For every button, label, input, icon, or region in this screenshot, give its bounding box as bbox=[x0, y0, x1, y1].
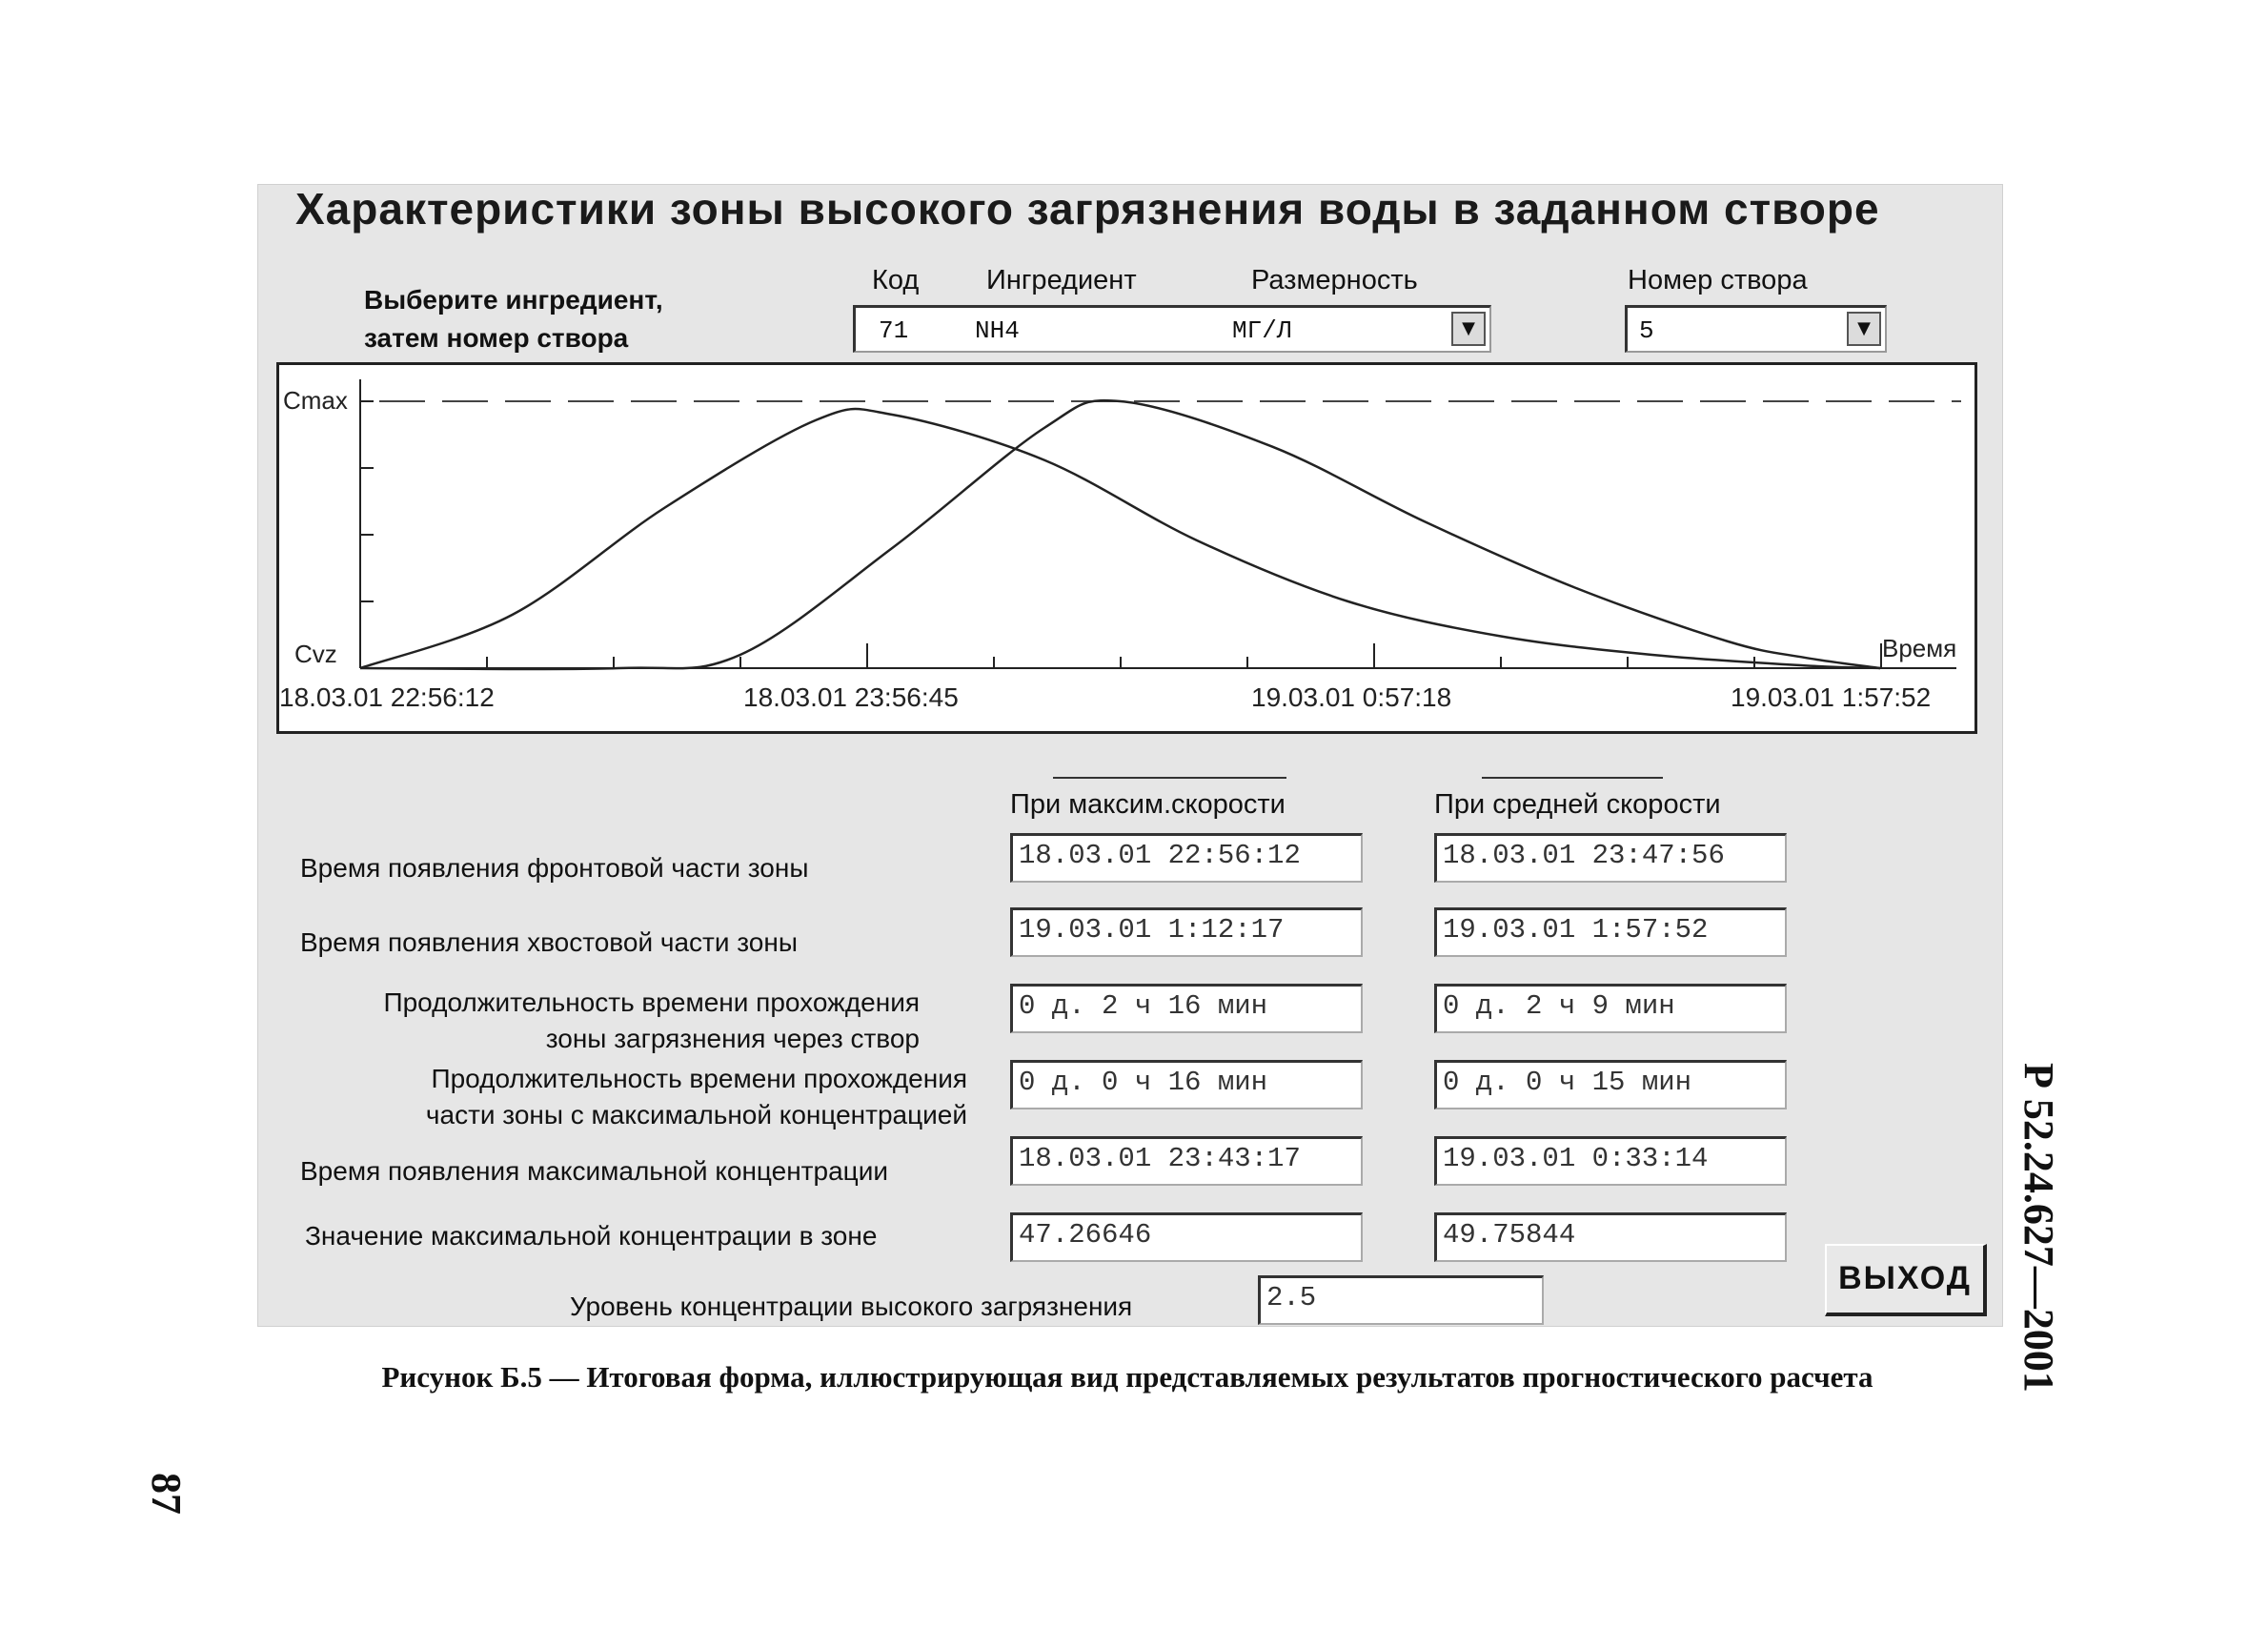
document-code: Р 52.24.627—2001 bbox=[2015, 1063, 2062, 1393]
page-number: 87 bbox=[143, 1473, 190, 1515]
avg-speed-field[interactable]: 49.75844 bbox=[1434, 1212, 1787, 1262]
chevron-down-icon[interactable]: ▼ bbox=[1451, 312, 1486, 346]
section-select[interactable] bbox=[1625, 305, 1887, 353]
level-field[interactable]: 2.5 bbox=[1258, 1275, 1544, 1325]
prompt-line-2: затем номер створа bbox=[364, 323, 629, 353]
figure-caption: Рисунок Б.5 — Итоговая форма, иллюстрирующая вид представляемых результатов прогностического расчета bbox=[381, 1360, 1873, 1394]
concentration-chart bbox=[276, 362, 1977, 734]
x-axis-label: Время bbox=[1882, 634, 1957, 662]
chevron-down-icon[interactable]: ▼ bbox=[1847, 312, 1881, 346]
row-label: Время появления хвостовой части зоны bbox=[300, 927, 798, 957]
prompt-line-1: Выберите ингредиент, bbox=[364, 285, 663, 315]
code-header: Код bbox=[872, 265, 920, 295]
row-label: Продолжительность времени прохождения зоны загрязнения через створ bbox=[383, 987, 920, 1053]
form-title: Характеристики зоны высокого загрязнения воды в заданном створе bbox=[295, 184, 1880, 234]
section-header: Номер створа bbox=[1628, 265, 1808, 295]
avg-speed-field[interactable]: 19.03.01 1:57:52 bbox=[1434, 907, 1787, 957]
concentration-curve-1 bbox=[360, 409, 1880, 668]
row-label: Время появления максимальной концентрации bbox=[300, 1156, 888, 1186]
row-label: Продолжительность времени прохождения части зоны с максимальной концентрацией bbox=[425, 1064, 967, 1129]
y-top-label: Cmax bbox=[283, 386, 348, 415]
avg-speed-column-header: При средней скорости bbox=[1434, 789, 1721, 820]
col-divider-max bbox=[1053, 777, 1286, 779]
max-speed-field[interactable]: 19.03.01 1:12:17 bbox=[1010, 907, 1363, 957]
avg-speed-field[interactable]: 19.03.01 0:33:14 bbox=[1434, 1136, 1787, 1186]
concentration-curve-2 bbox=[360, 400, 1880, 669]
max-speed-field[interactable]: 18.03.01 22:56:12 bbox=[1010, 833, 1363, 883]
exit-button[interactable]: ВЫХОД bbox=[1825, 1244, 1987, 1316]
ingredient-select[interactable] bbox=[853, 305, 1491, 353]
selection-prompt bbox=[364, 281, 663, 357]
x-tick-label: 18.03.01 23:56:45 bbox=[743, 682, 959, 712]
max-speed-field[interactable]: 18.03.01 23:43:17 bbox=[1010, 1136, 1363, 1186]
avg-speed-field[interactable]: 18.03.01 23:47:56 bbox=[1434, 833, 1787, 883]
dimension-header: Размерность bbox=[1251, 265, 1418, 295]
ingredient-header: Ингредиент bbox=[986, 265, 1137, 295]
ingredient-dimension-value: МГ/Л bbox=[1232, 316, 1292, 345]
max-speed-field[interactable]: 0 д. 2 ч 16 мин bbox=[1010, 984, 1363, 1033]
y-bottom-label: Cvz bbox=[294, 640, 337, 668]
row-label: Значение максимальной концентрации в зоне bbox=[305, 1221, 878, 1251]
x-tick-label: 18.03.01 22:56:12 bbox=[279, 682, 495, 712]
max-speed-field[interactable]: 0 д. 0 ч 16 мин bbox=[1010, 1060, 1363, 1109]
x-tick-label: 19.03.01 1:57:52 bbox=[1731, 682, 1932, 712]
ingredient-name-value: NH4 bbox=[975, 316, 1020, 345]
avg-speed-field[interactable]: 0 д. 0 ч 15 мин bbox=[1434, 1060, 1787, 1109]
x-tick-label: 19.03.01 0:57:18 bbox=[1251, 682, 1452, 712]
max-speed-field[interactable]: 47.26646 bbox=[1010, 1212, 1363, 1262]
row-label: Время появления фронтовой части зоны bbox=[300, 853, 809, 883]
max-speed-column-header: При максим.скорости bbox=[1010, 789, 1286, 820]
chart-svg bbox=[279, 365, 1974, 731]
avg-speed-field[interactable]: 0 д. 2 ч 9 мин bbox=[1434, 984, 1787, 1033]
col-divider-avg bbox=[1482, 777, 1663, 779]
level-label: Уровень концентрации высокого загрязнения bbox=[570, 1292, 1133, 1321]
ingredient-code-value: 71 bbox=[879, 316, 909, 345]
section-value: 5 bbox=[1639, 316, 1654, 345]
